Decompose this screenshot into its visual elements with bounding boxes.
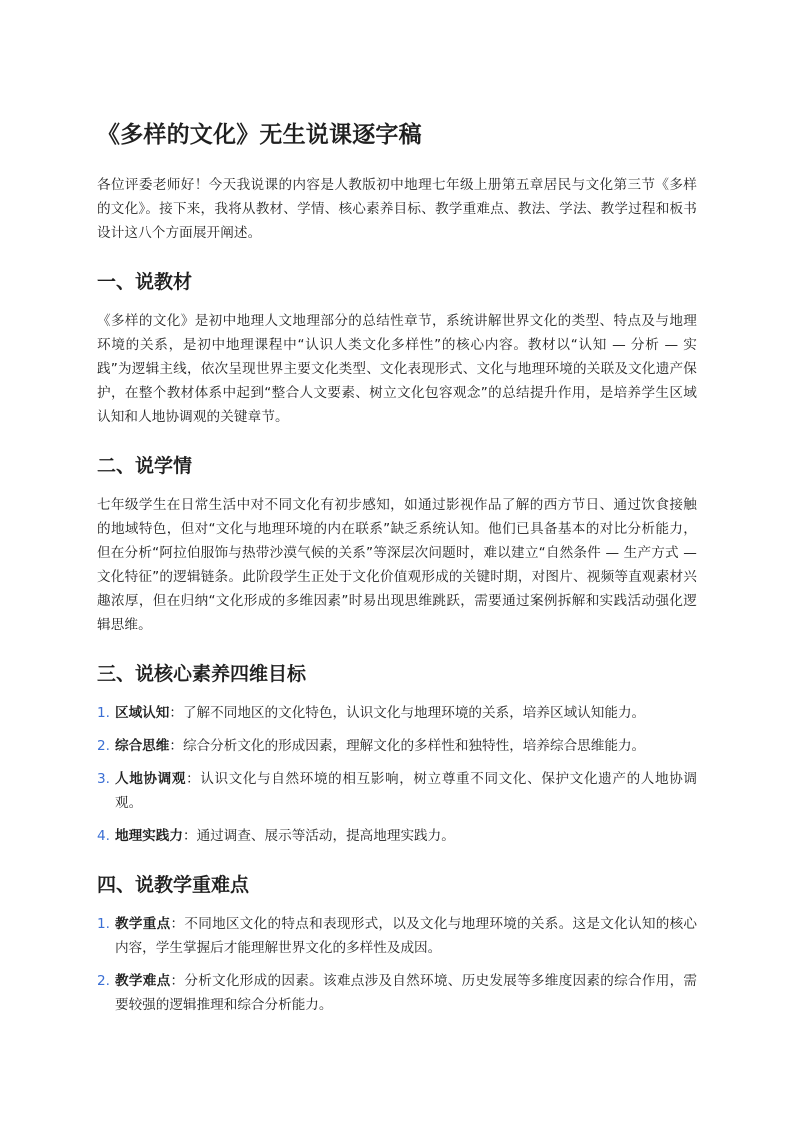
list-term: 区域认知 (115, 705, 170, 721)
list-separator: ： (170, 916, 185, 932)
list-item (97, 767, 697, 815)
list-number: 2. (97, 973, 110, 989)
list-number: 3. (97, 771, 110, 787)
list-separator: ： (182, 828, 197, 844)
intro-paragraph: 各位评委老师好！今天我说课的内容是人教版初中地理七年级上册第五章居民与文化第三节《多样的文化》。接下来，我将从教材、学情、核心素养目标、教学重难点、教法、学法、教学过程和板书设计这八个方面展开阐述。 (97, 177, 697, 241)
list-text: 综合分析文化的形成因素，理解文化的多样性和独特性，培养综合思维能力。 (182, 738, 646, 754)
list-text: 不同地区文化的特点和表现形式，以及文化与地理环境的关系。这是文化认知的核心内容，学生掌握后才能理解世界文化的多样性及成因。 (115, 916, 698, 956)
list-item (97, 701, 697, 725)
list-separator: ： (169, 705, 183, 721)
list-term: 教学重点 (115, 916, 171, 932)
list-item (97, 912, 697, 960)
list-term: 综合思维 (115, 738, 170, 754)
list-number: 1. (97, 705, 110, 721)
list-item (97, 824, 697, 848)
section-4-heading-wrap (97, 870, 697, 900)
section-heading: 二、说学情 (97, 455, 193, 477)
list-separator: ： (170, 973, 185, 989)
section-heading: 四、说教学重难点 (97, 874, 250, 896)
list-number: 2. (97, 738, 110, 754)
section-1-heading-wrap (97, 267, 697, 297)
section-heading: 三、说核心素养四维目标 (97, 663, 307, 685)
list-term: 地理实践力 (115, 828, 183, 844)
list-number: 4. (97, 828, 110, 844)
document-page (97, 117, 697, 1026)
objectives-list (97, 701, 697, 848)
list-item (97, 969, 697, 1017)
section-paragraph: 七年级学生在日常生活中对不同文化有初步感知，如通过影视作品了解的西方节日、通过饮食接触的地域特色，但对“文化与地理环境的内在联系”缺乏系统认知。他们已具备基本的对比分析能力，但在分析“阿拉伯服饰与热带沙漠气候的关系”等深层次问题时，难以建立“自然条件 — 生产方式 — 文化特征”的逻辑链条。此阶段学生正处于文化价值观形成的关键时期，对图片、视频等直观素材兴趣浓厚，但在归纳“文化形成的多维因素”时易出现思维跳跃，需要通过案例拆解和实践活动强化逻辑思维。 (97, 497, 697, 633)
list-text: 了解不同地区的文化特色，认识文化与地理环境的关系，培养区域认知能力。 (182, 705, 646, 721)
list-text: 分析文化形成的因素。该难点涉及自然环境、历史发展等多维度因素的综合作用，需要较强的逻辑推理和综合分析能力。 (115, 973, 698, 1013)
list-term: 教学难点 (115, 973, 171, 989)
list-term: 人地协调观 (115, 771, 187, 787)
list-number: 1. (97, 916, 110, 932)
list-text: 通过调查、展示等活动，提高地理实践力。 (196, 828, 455, 844)
list-separator: ： (169, 738, 183, 754)
key-points-list (97, 912, 697, 1017)
section-2-heading-wrap (97, 451, 697, 481)
section-3-heading-wrap (97, 659, 697, 689)
document-title: 《多样的文化》无生说课逐字稿 (97, 122, 422, 148)
list-separator: ： (186, 771, 201, 787)
section-heading: 一、说教材 (97, 271, 193, 293)
list-item (97, 734, 697, 758)
section-paragraph: 《多样的文化》是初中地理人文地理部分的总结性章节，系统讲解世界文化的类型、特点及与地理环境的关系，是初中地理课程中“认识人类文化多样性”的核心内容。教材以“认知 — 分析 — 实践”为逻辑主线，依次呈现世界主要文化类型、文化表现形式、文化与地理环境的关联及文化遗产保护，在整个教材体系中起到“整合人文要素、树立文化包容观念”的总结提升作用，是培养学生区域认知和人地协调观的关键章节。 (97, 313, 697, 425)
list-text: 认识文化与自然环境的相互影响，树立尊重不同文化、保护文化遗产的人地协调观。 (115, 771, 698, 811)
